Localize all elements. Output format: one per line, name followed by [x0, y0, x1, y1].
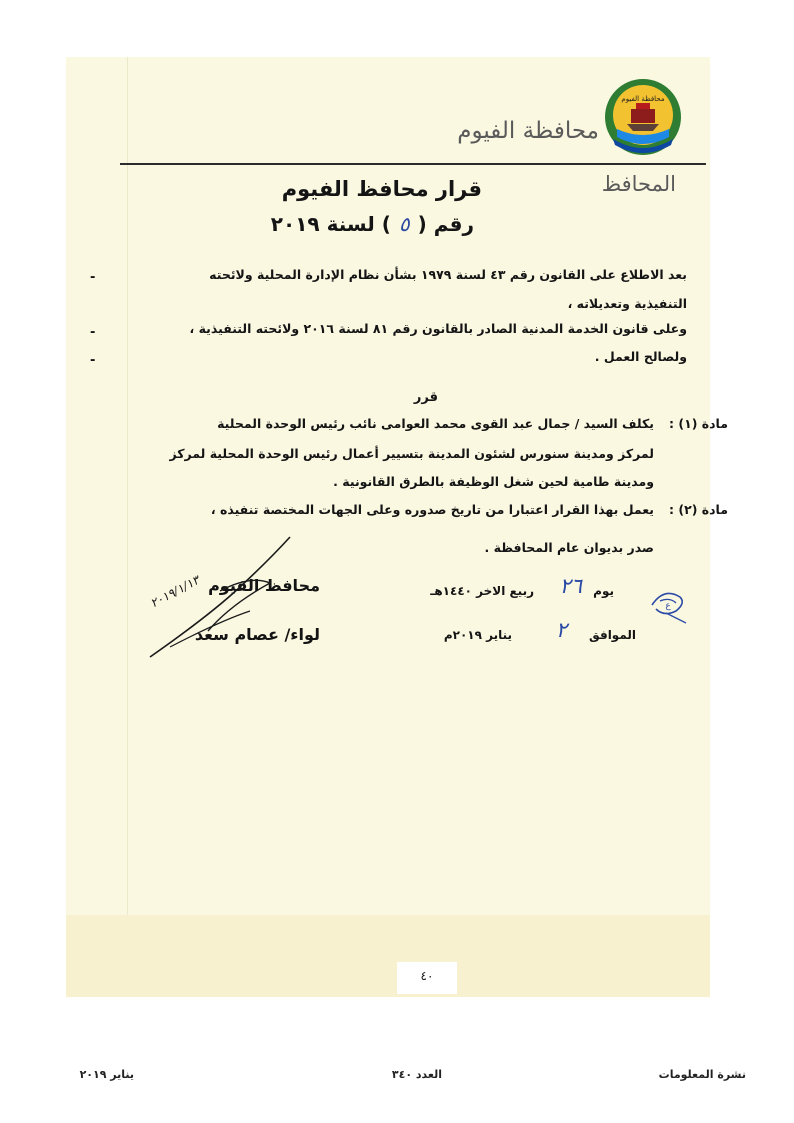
article-1-line-2: لمركز ومدينة سنورس لشئون المدينة بتسيير أعمال رئيس الوحدة المحلية لمركز [169, 446, 654, 461]
article-2-line-1: يعمل بهذا القرار اعتبارا من تاريخ صدوره وعلى الجهات المختصة تنفيذه ، [210, 502, 654, 517]
preamble-1-line-1: بعد الاطلاع على القانون رقم ٤٣ لسنة ١٩٧٩ بشأن نظام الإدارة المحلية ولائحته [209, 267, 687, 282]
decree-number-suffix: ) لسنة ٢٠١٩ [270, 212, 391, 236]
scan-bottom-shade [66, 915, 710, 997]
bullet-dash: - [90, 353, 96, 368]
initials-mark [646, 583, 692, 625]
initials-text: ع [665, 601, 671, 611]
header-divider [120, 163, 706, 165]
decree-title: قرار محافظ الفيوم [281, 177, 482, 201]
article-1-line-3: ومدينة طامية لحين شغل الوظيفة بالطرق القانونية . [333, 474, 654, 489]
bullet-dash: - [90, 325, 96, 340]
preamble-3: ولصالح العمل . [594, 349, 687, 364]
greg-day-handwritten: ٢ [555, 618, 567, 642]
page-number: ٤٠ [420, 969, 434, 983]
footer-publication: نشرة المعلومات [658, 1068, 746, 1081]
corresponding-label: الموافق [589, 628, 636, 642]
office-label: المحافظ [601, 172, 676, 196]
bullet-dash: - [90, 270, 96, 285]
hijri-month: ربيع الاخر ١٤٤٠هـ [430, 584, 534, 598]
signatory-name: لواء/ عصام سعد [194, 625, 320, 644]
article-1-line-1: يكلف السيد / جمال عبد القوى محمد العوامى نائب رئيس الوحدة المحلية [217, 416, 654, 431]
decree-number-line [271, 212, 474, 236]
preamble-1-line-2: التنفيذية وتعديلاته ، [567, 296, 687, 311]
footer-issue: العدد ٣٤٠ [391, 1068, 442, 1081]
issued-statement: صدر بديوان عام المحافظة . [484, 540, 654, 555]
day-label: يوم [593, 584, 614, 598]
governorate-name: محافظة الفيوم [457, 118, 599, 144]
signature-handwritten-date: ٢٠١٩/١/١٣ [148, 573, 202, 611]
article-1-label: مادة (١) : [668, 416, 728, 431]
decided-heading: قرر [413, 390, 438, 405]
preamble-2: وعلى قانون الخدمة المدنية الصادر بالقانون رقم ٨١ لسنة ٢٠١٦ ولائحته التنفيذية ، [189, 321, 687, 336]
fayoum-governorate-seal [603, 77, 683, 157]
day-value-handwritten: ٢٦ [559, 574, 582, 598]
decree-number-value: ٥ [398, 212, 410, 236]
article-2-label: مادة (٢) : [668, 502, 728, 517]
decree-number-prefix: رقم ( [417, 212, 474, 236]
scan-fold-line [127, 57, 128, 997]
footer-date: يناير ٢٠١٩ [79, 1068, 134, 1081]
handwritten-signature [130, 535, 310, 665]
seal-text: محافظة الفيوم [621, 95, 665, 103]
signatory-title: محافظ الفيوم [208, 576, 320, 595]
greg-month: يناير ٢٠١٩م [443, 628, 512, 642]
